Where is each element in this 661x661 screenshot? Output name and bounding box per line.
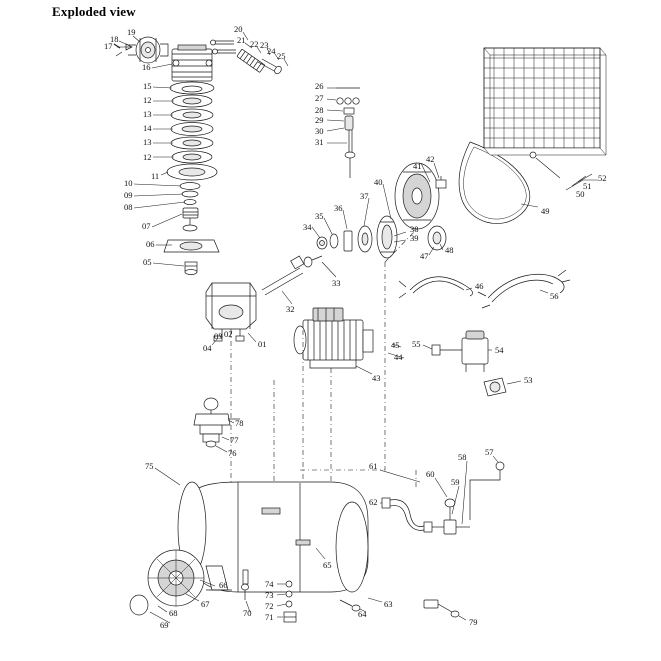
callout-17: 17 xyxy=(104,41,113,51)
callout-01: 01 xyxy=(258,339,267,349)
callout-13-b: 13 xyxy=(143,137,152,147)
callout-64: 64 xyxy=(358,609,367,619)
callout-12-a: 12 xyxy=(143,95,152,105)
part-group-small-rings-column xyxy=(327,88,360,178)
callout-36: 36 xyxy=(334,203,343,213)
callout-30: 30 xyxy=(315,126,324,136)
callout-43: 43 xyxy=(372,373,381,383)
callout-44: 44 xyxy=(394,352,403,362)
callout-07: 07 xyxy=(142,221,151,231)
callout-57: 57 xyxy=(485,447,494,457)
callout-76: 76 xyxy=(228,448,237,458)
callout-13-a: 13 xyxy=(143,109,152,119)
callout-73: 73 xyxy=(265,590,274,600)
callout-56: 56 xyxy=(550,291,559,301)
callout-27: 27 xyxy=(315,93,324,103)
callout-61: 61 xyxy=(369,461,378,471)
callout-32: 32 xyxy=(286,304,295,314)
callout-42: 42 xyxy=(426,154,435,164)
callout-12-b: 12 xyxy=(143,152,152,162)
callout-51: 51 xyxy=(583,181,592,191)
callout-16: 16 xyxy=(142,62,151,72)
callout-19: 19 xyxy=(127,27,136,37)
callout-53: 53 xyxy=(524,375,533,385)
callout-37: 37 xyxy=(360,191,369,201)
callout-77: 77 xyxy=(230,435,239,445)
callout-29: 29 xyxy=(315,115,324,125)
callout-15: 15 xyxy=(143,81,152,91)
callout-65: 65 xyxy=(323,560,332,570)
callout-68: 68 xyxy=(169,608,178,618)
callout-45: 45 xyxy=(391,340,400,350)
part-group-tank xyxy=(130,468,368,623)
callout-75: 75 xyxy=(145,461,154,471)
callout-18: 18 xyxy=(110,34,119,44)
part-group-hoses xyxy=(399,270,570,308)
page-title: Exploded view xyxy=(52,4,136,19)
part-group-outlet-hose xyxy=(380,456,504,534)
callout-79: 79 xyxy=(469,617,478,627)
callout-26: 26 xyxy=(315,81,324,91)
callout-24: 24 xyxy=(267,46,276,56)
callout-41: 41 xyxy=(413,161,422,171)
callout-67: 67 xyxy=(201,599,210,609)
callout-05: 05 xyxy=(143,257,152,267)
callout-34: 34 xyxy=(303,222,312,232)
callout-23: 23 xyxy=(260,40,269,50)
callout-14: 14 xyxy=(143,123,152,133)
callout-04: 04 xyxy=(203,343,212,353)
callout-38: 38 xyxy=(410,224,419,234)
callout-49: 49 xyxy=(541,206,550,216)
part-group-plate-stack xyxy=(164,82,219,275)
part-group-discharge-tube xyxy=(262,256,336,304)
callout-20: 20 xyxy=(234,24,243,34)
part-group-cylinder-head xyxy=(172,45,212,86)
callout-69: 69 xyxy=(160,620,169,630)
callout-10: 10 xyxy=(124,178,133,188)
callout-09: 09 xyxy=(124,190,133,200)
callout-33: 33 xyxy=(332,278,341,288)
callout-39: 39 xyxy=(410,233,419,243)
callout-02: 02 xyxy=(224,329,233,339)
callout-63: 63 xyxy=(384,599,393,609)
callout-40: 40 xyxy=(374,177,383,187)
part-group-fan-housing xyxy=(114,37,168,63)
callout-50: 50 xyxy=(576,189,585,199)
callout-54: 54 xyxy=(495,345,504,355)
callout-31: 31 xyxy=(315,137,324,147)
callout-06: 06 xyxy=(146,239,155,249)
callout-08: 08 xyxy=(124,202,133,212)
callout-21: 21 xyxy=(237,35,246,45)
callout-35: 35 xyxy=(315,211,324,221)
callout-11: 11 xyxy=(151,171,160,181)
callout-60: 60 xyxy=(426,469,435,479)
callout-62: 62 xyxy=(369,497,378,507)
callout-71: 71 xyxy=(265,612,274,622)
callout-59: 59 xyxy=(451,477,460,487)
callout-46: 46 xyxy=(475,281,484,291)
callout-47: 47 xyxy=(420,251,429,261)
callout-72: 72 xyxy=(265,601,274,611)
callout-22: 22 xyxy=(250,39,259,49)
callout-25: 25 xyxy=(277,51,286,61)
callout-52: 52 xyxy=(598,173,607,183)
callout-70: 70 xyxy=(243,608,252,618)
part-group-cooler-grid xyxy=(484,48,606,190)
callout-55: 55 xyxy=(412,339,421,349)
part-group-pressure-switch xyxy=(432,331,521,396)
callout-78: 78 xyxy=(235,418,244,428)
callout-74: 74 xyxy=(265,579,274,589)
callout-58: 58 xyxy=(458,452,467,462)
callout-48: 48 xyxy=(445,245,454,255)
callout-66: 66 xyxy=(219,580,228,590)
callout-28: 28 xyxy=(315,105,324,115)
callout-03: 03 xyxy=(214,331,223,341)
